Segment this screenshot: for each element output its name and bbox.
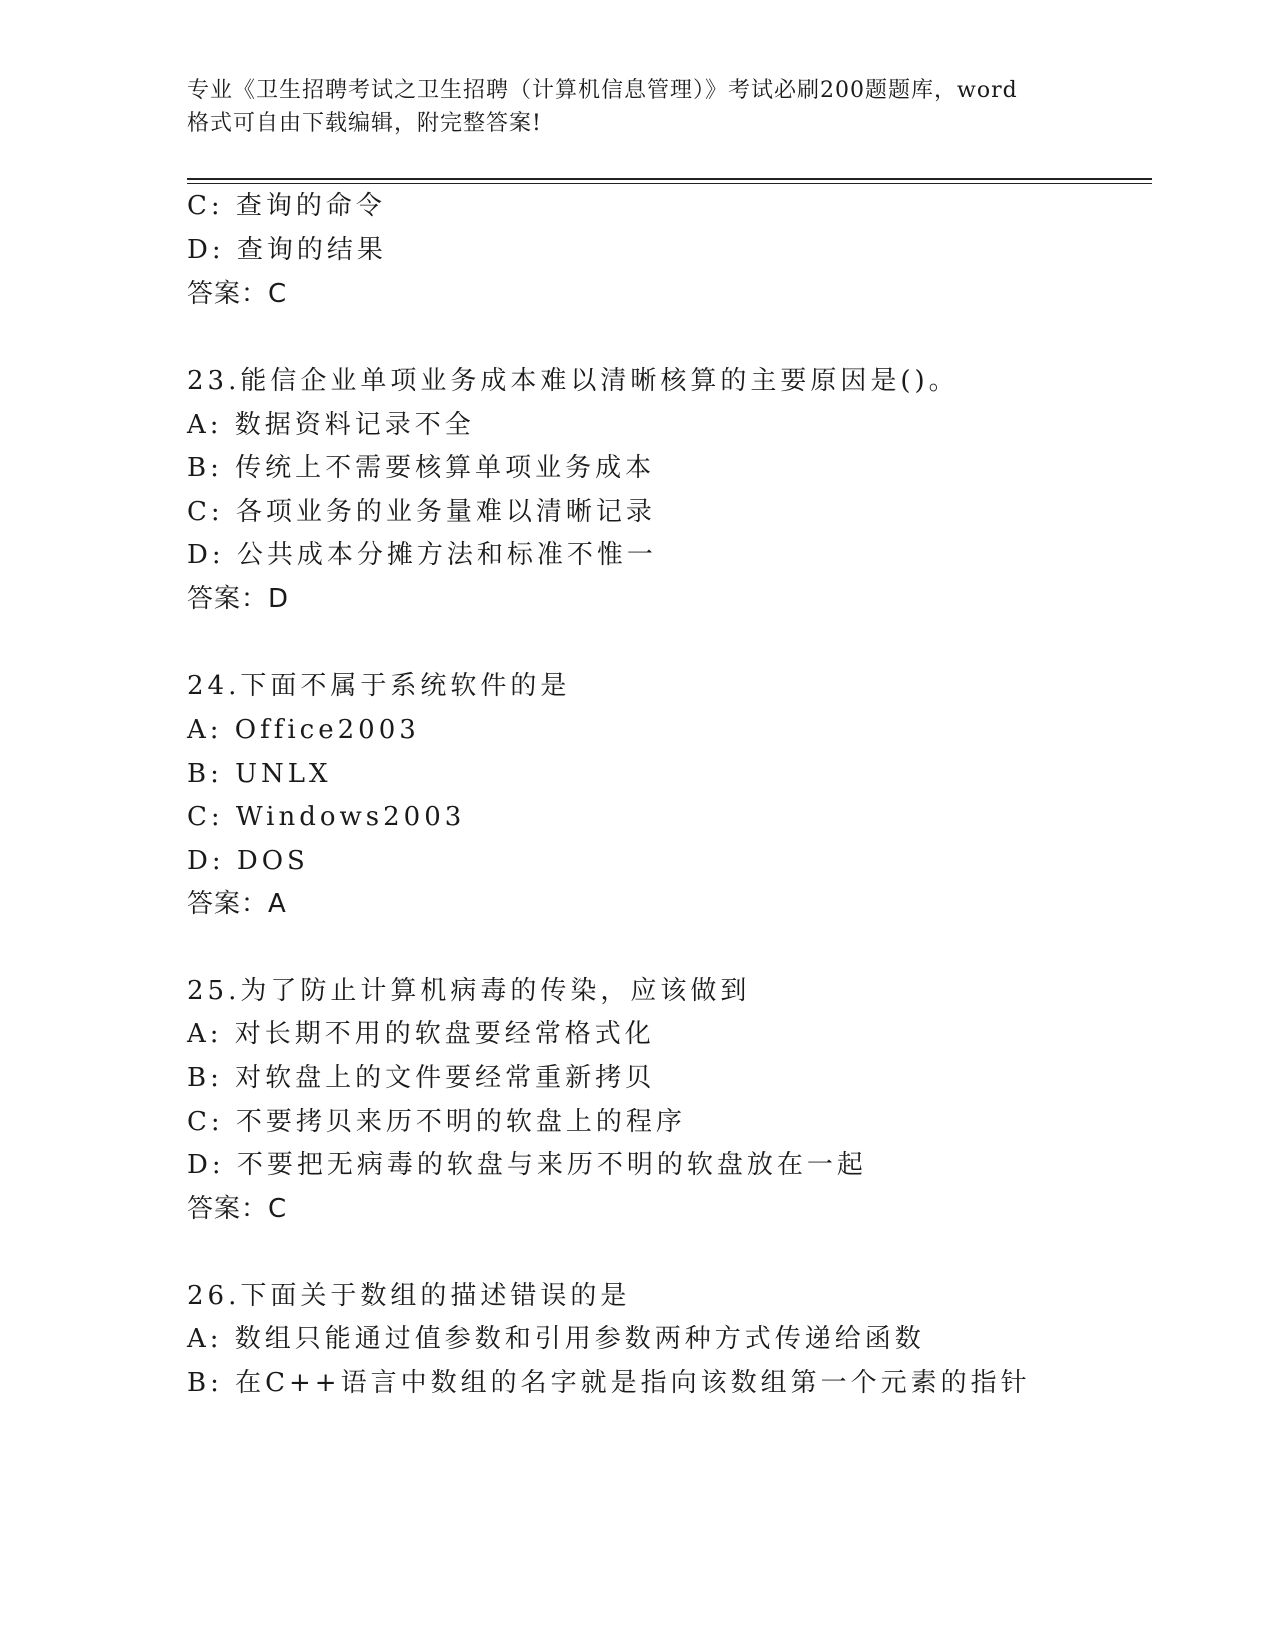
document-header	[187, 74, 1087, 140]
q25-option-a: A: 对长期不用的软盘要经常格式化	[187, 1019, 655, 1049]
q25-option-c: C: 不要拷贝来历不明的软盘上的程序	[187, 1107, 686, 1137]
q24-option-c: C: Windows2003	[187, 802, 466, 832]
q23-question: 23.能信企业单项业务成本难以清晰核算的主要原因是()。	[187, 366, 959, 396]
q23-option-a: A: 数据资料记录不全	[187, 410, 475, 440]
q22-answer: 答案：C	[187, 279, 288, 309]
q25-question: 25.为了防止计算机病毒的传染，应该做到	[187, 976, 751, 1006]
q25-option-b: B: 对软盘上的文件要经常重新拷贝	[187, 1063, 656, 1093]
header-line-1: 专业《卫生招聘考试之卫生招聘（计算机信息管理）》考试必刷200题题库，word	[187, 78, 1018, 103]
q23-option-b: B: 传统上不需要核算单项业务成本	[187, 453, 656, 483]
q24-option-b: B: UNLX	[187, 759, 332, 789]
q23-answer: 答案：D	[187, 584, 290, 614]
header-divider	[187, 178, 1152, 184]
q23-option-c: C: 各项业务的业务量难以清晰记录	[187, 497, 656, 527]
header-line-2: 格式可自由下载编辑，附完整答案!	[187, 111, 542, 136]
q26-option-b: B: 在C++语言中数组的名字就是指向该数组第一个元素的指针	[187, 1368, 1031, 1398]
q25-option-d: D: 不要把无病毒的软盘与来历不明的软盘放在一起	[187, 1150, 867, 1180]
q26-question: 26.下面关于数组的描述错误的是	[187, 1281, 631, 1311]
q24-option-d: D: DOS	[187, 846, 309, 876]
q22-option-c: C: 查询的命令	[187, 191, 386, 221]
q22-option-d: D: 查询的结果	[187, 235, 387, 265]
q25-answer: 答案：C	[187, 1194, 288, 1224]
q26-option-a: A: 数组只能通过值参数和引用参数两种方式传递给函数	[187, 1324, 925, 1354]
q24-question: 24.下面不属于系统软件的是	[187, 671, 571, 701]
q24-option-a: A: Office2003	[187, 715, 420, 745]
q23-option-d: D: 公共成本分摊方法和标准不惟一	[187, 540, 657, 570]
q24-answer: 答案：A	[187, 889, 287, 919]
